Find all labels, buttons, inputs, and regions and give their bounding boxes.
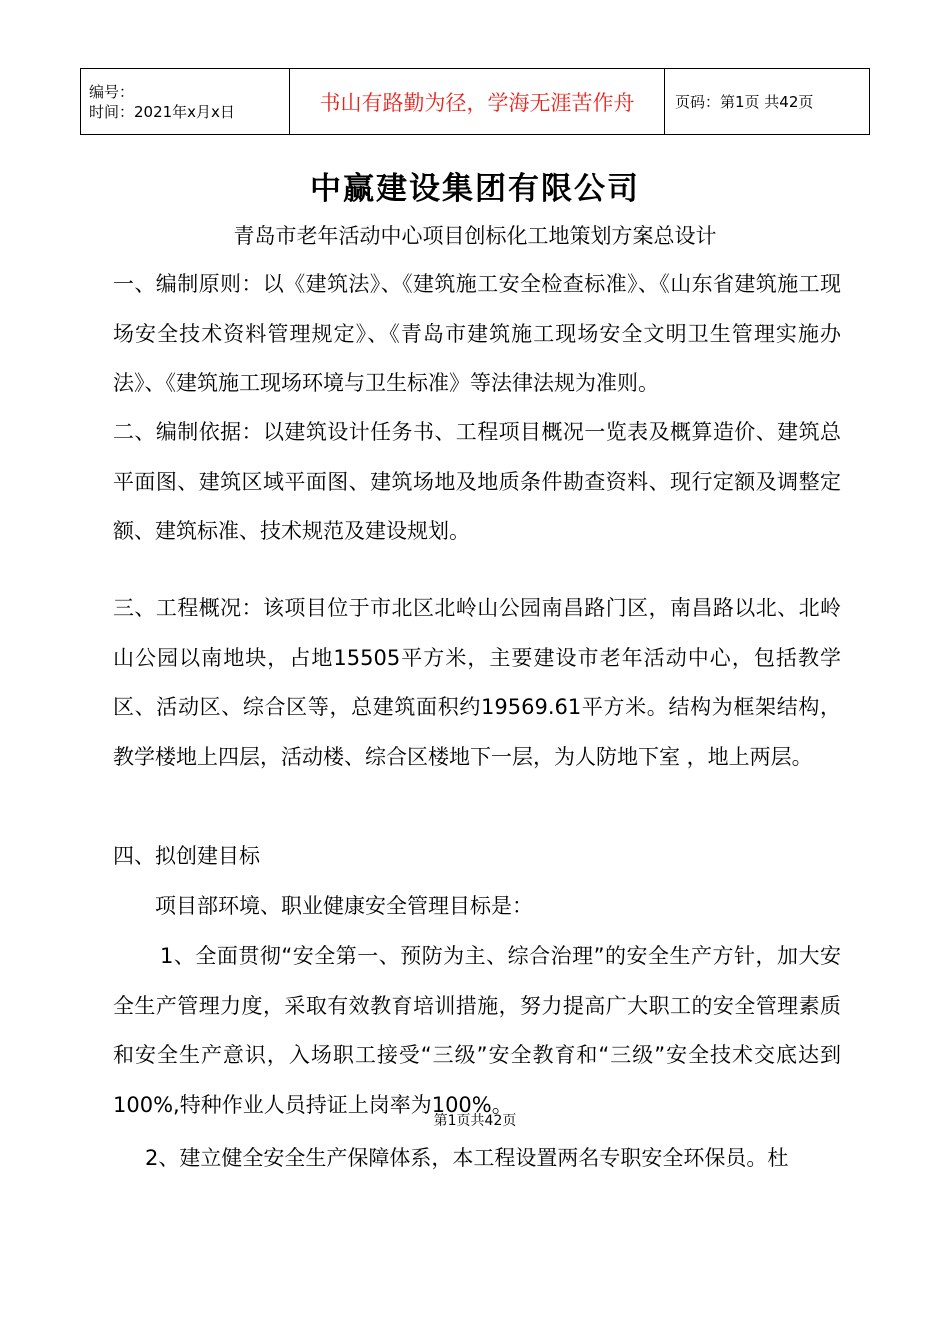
header-motto: 书山有路勤为径，学海无涯苦作舟: [290, 69, 665, 135]
header-table: [80, 68, 870, 135]
header-page-info: 页码：第1页 共42页: [665, 69, 870, 135]
paragraph-principles: 一、编制原则：以《建筑法》、《建筑施工安全检查标准》、《山东省建筑施工现场安全技术资料管理规定》、《青岛市建筑施工现场安全文明卫生管理实施办法》、《建筑施工现场环境与卫生标准》等法律法规为准则。: [113, 272, 841, 395]
document-title: 青岛市老年活动中心项目创标化工地策划方案总设计: [233, 224, 717, 248]
company-title: 中赢建设集团有限公司: [310, 171, 640, 207]
paragraph-basis: 二、编制依据：以建筑设计任务书、工程项目概况一览表及概算造价、建筑总平面图、建筑区域平面图、建筑场地及地质条件勘查资料、现行定额及调整定额、建筑标准、技术规范及建设规划。: [113, 420, 841, 543]
header-meta-cell: [81, 69, 290, 135]
paragraph-overview: 三、工程概况：该项目位于市北区北岭山公园南昌路门区，南昌路以北、北岭山公园以南地块，占地15505平方米，主要建设市老年活动中心，包括教学区、活动区、综合区等，总建筑面积约19569.61平方米。结构为框架结构，教学楼地上四层，活动楼、综合区楼地下一层，为人防地下室 ，地上两层。: [113, 596, 841, 769]
footer-page-number: 第1页共42页: [433, 1113, 517, 1129]
paragraph-goal-1: 1、全面贯彻“安全第一、预防为主、综合治理”的安全生产方针，加大安全生产管理力度，采取有效教育培训措施，努力提高广大职工的安全管理素质和安全生产意识，入场职工接受“三级”安全教育和“三级”安全技术交底达到100%,特种作业人员持证上岗率为100%。: [113, 944, 841, 1117]
section-heading-goals: 四、拟创建目标: [113, 844, 260, 868]
serial-label: 编号：: [89, 82, 135, 101]
date-label: 时间：2021年x月x日: [89, 102, 235, 121]
paragraph-goal-2: 2、建立健全安全生产保障体系，本工程设置两名专职安全环保员。杜: [145, 1146, 789, 1170]
paragraph-goals-intro: 项目部环境、职业健康安全管理目标是：: [155, 894, 533, 918]
